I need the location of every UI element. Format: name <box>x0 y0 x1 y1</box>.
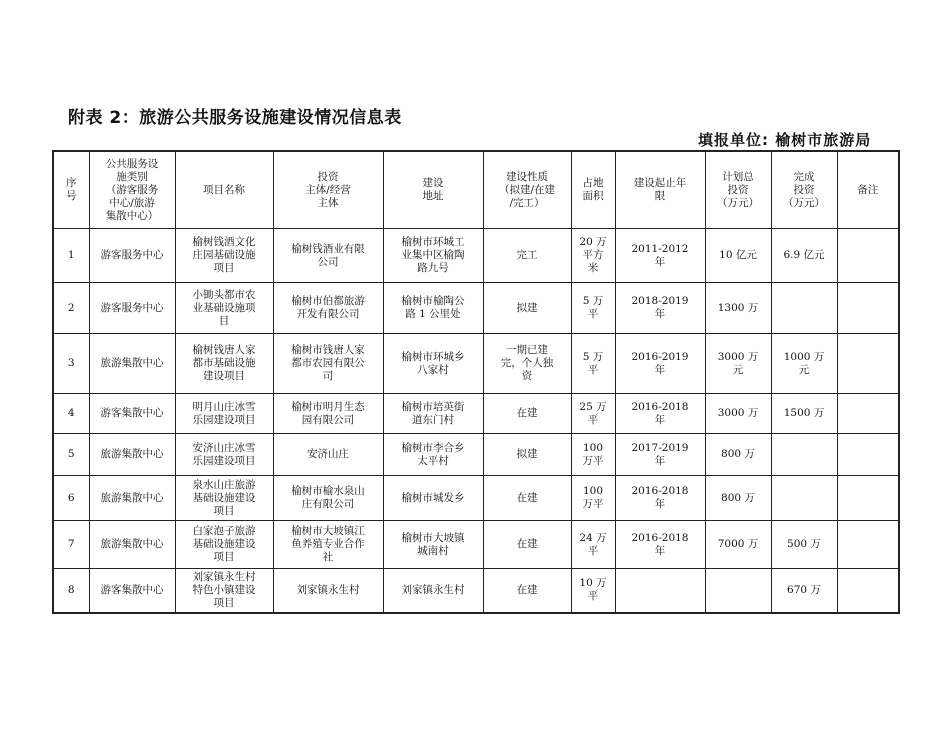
cell-remarks <box>837 334 899 394</box>
cell-construction-type: 在建 <box>483 569 571 613</box>
cell-area: 5 万 平 <box>571 283 615 334</box>
cell-period: 2016-2019 年 <box>615 334 705 394</box>
cell-project-name: 泉水山庄旅游 基础设施建设 项目 <box>175 476 273 521</box>
table-body <box>53 229 899 613</box>
header-period: 建设起止年 限 <box>615 151 705 229</box>
header-project-name: 项目名称 <box>175 151 273 229</box>
header-category: 公共服务设 施类别 （游客服务 中心/旅游 集散中心） <box>89 151 175 229</box>
header-index: 序 号 <box>53 151 89 229</box>
cell-investor: 安济山庄 <box>273 434 383 476</box>
cell-area: 20 万 平方 米 <box>571 229 615 283</box>
header-address: 建设 地址 <box>383 151 483 229</box>
cell-period: 2016-2018 年 <box>615 394 705 434</box>
cell-completed-investment: 500 万 <box>771 521 837 569</box>
cell-investor: 榆树钱酒业有限 公司 <box>273 229 383 283</box>
cell-category: 旅游集散中心 <box>89 434 175 476</box>
table-row <box>53 334 899 394</box>
cell-category: 游客服务中心 <box>89 229 175 283</box>
reporting-unit: 填报单位: 榆树市旅游局 <box>698 131 872 149</box>
cell-index: 6 <box>53 476 89 521</box>
cell-construction-type: 拟建 <box>483 434 571 476</box>
cell-remarks <box>837 569 899 613</box>
cell-investor: 榆树市钱唐人家 都市农园有限公 司 <box>273 334 383 394</box>
cell-completed-investment: 670 万 <box>771 569 837 613</box>
cell-project-name: 明月山庄冰雪 乐园建设项目 <box>175 394 273 434</box>
cell-address: 榆树市培英街 道东门村 <box>383 394 483 434</box>
cell-index: 7 <box>53 521 89 569</box>
cell-investor: 榆树市大坡镇江 鱼养殖专业合作 社 <box>273 521 383 569</box>
cell-planned-investment: 7000 万 <box>705 521 771 569</box>
cell-address: 榆树市环城乡 八家村 <box>383 334 483 394</box>
cell-construction-type: 拟建 <box>483 283 571 334</box>
cell-completed-investment: 6.9 亿元 <box>771 229 837 283</box>
header-completed-investment: 完成 投资 （万元） <box>771 151 837 229</box>
cell-address: 榆树市李合乡 太平村 <box>383 434 483 476</box>
header-remarks: 备注 <box>837 151 899 229</box>
cell-completed-investment <box>771 476 837 521</box>
cell-remarks <box>837 521 899 569</box>
cell-planned-investment: 800 万 <box>705 476 771 521</box>
cell-construction-type: 在建 <box>483 521 571 569</box>
cell-category: 旅游集散中心 <box>89 521 175 569</box>
cell-remarks <box>837 283 899 334</box>
cell-index: 2 <box>53 283 89 334</box>
cell-project-name: 榆树钱酒文化 庄园基础设施 项目 <box>175 229 273 283</box>
cell-address: 榆树市大坡镇 城南村 <box>383 521 483 569</box>
cell-period: 2018-2019 年 <box>615 283 705 334</box>
table-row <box>53 521 899 569</box>
cell-area: 100 万平 <box>571 476 615 521</box>
cell-category: 游客集散中心 <box>89 394 175 434</box>
table-row <box>53 394 899 434</box>
cell-project-name: 小锄头都市农 业基础设施项 目 <box>175 283 273 334</box>
cell-project-name: 白家泡子旅游 基础设施建设 项目 <box>175 521 273 569</box>
cell-remarks <box>837 434 899 476</box>
table-row <box>53 476 899 521</box>
cell-planned-investment <box>705 569 771 613</box>
cell-construction-type: 在建 <box>483 394 571 434</box>
table-row <box>53 283 899 334</box>
cell-planned-investment: 10 亿元 <box>705 229 771 283</box>
cell-address: 榆树市环城工 业集中区榆陶 路九号 <box>383 229 483 283</box>
cell-completed-investment <box>771 434 837 476</box>
cell-index: 3 <box>53 334 89 394</box>
cell-period: 2016-2018 年 <box>615 476 705 521</box>
cell-area: 10 万 平 <box>571 569 615 613</box>
cell-index: 4 <box>53 394 89 434</box>
table-row <box>53 229 899 283</box>
cell-category: 游客服务中心 <box>89 283 175 334</box>
cell-address: 榆树市榆陶公 路 1 公里处 <box>383 283 483 334</box>
cell-address: 榆树市城发乡 <box>383 476 483 521</box>
cell-construction-type: 完工 <box>483 229 571 283</box>
table-row <box>53 434 899 476</box>
cell-completed-investment: 1000 万 元 <box>771 334 837 394</box>
cell-address: 刘家镇永生村 <box>383 569 483 613</box>
cell-investor: 刘家镇永生村 <box>273 569 383 613</box>
cell-remarks <box>837 229 899 283</box>
cell-area: 100 万平 <box>571 434 615 476</box>
cell-remarks <box>837 394 899 434</box>
cell-completed-investment: 1500 万 <box>771 394 837 434</box>
cell-area: 5 万 平 <box>571 334 615 394</box>
cell-period: 2011-2012 年 <box>615 229 705 283</box>
cell-planned-investment: 1300 万 <box>705 283 771 334</box>
table-header-row <box>53 151 899 229</box>
cell-index: 8 <box>53 569 89 613</box>
cell-project-name: 安济山庄冰雪 乐园建设项目 <box>175 434 273 476</box>
cell-completed-investment <box>771 283 837 334</box>
cell-period: 2016-2018 年 <box>615 521 705 569</box>
header-construction-type: 建设性质 （拟建/在建 /完工） <box>483 151 571 229</box>
cell-planned-investment: 3000 万 <box>705 394 771 434</box>
cell-construction-type: 一期已建 完，个人独 资 <box>483 334 571 394</box>
cell-period <box>615 569 705 613</box>
cell-investor: 榆树市榆水泉山 庄有限公司 <box>273 476 383 521</box>
cell-index: 1 <box>53 229 89 283</box>
cell-planned-investment: 3000 万 元 <box>705 334 771 394</box>
cell-category: 旅游集散中心 <box>89 334 175 394</box>
cell-remarks <box>837 476 899 521</box>
cell-project-name: 刘家镇永生村 特色小镇建设 项目 <box>175 569 273 613</box>
cell-investor: 榆树市伯都旅游 开发有限公司 <box>273 283 383 334</box>
document-title: 附表 2：旅游公共服务设施建设情况信息表 <box>68 108 402 128</box>
cell-category: 游客集散中心 <box>89 569 175 613</box>
cell-category: 旅游集散中心 <box>89 476 175 521</box>
facility-info-table <box>52 150 900 614</box>
cell-area: 25 万 平 <box>571 394 615 434</box>
cell-project-name: 榆树钱唐人家 都市基础设施 建设项目 <box>175 334 273 394</box>
cell-index: 5 <box>53 434 89 476</box>
cell-construction-type: 在建 <box>483 476 571 521</box>
header-investor: 投资 主体/经营 主体 <box>273 151 383 229</box>
table-row <box>53 569 899 613</box>
cell-investor: 榆树市明月生态 园有限公司 <box>273 394 383 434</box>
header-planned-investment: 计划总 投资 （万元） <box>705 151 771 229</box>
cell-period: 2017-2019 年 <box>615 434 705 476</box>
cell-area: 24 万 平 <box>571 521 615 569</box>
cell-planned-investment: 800 万 <box>705 434 771 476</box>
header-area: 占地 面积 <box>571 151 615 229</box>
